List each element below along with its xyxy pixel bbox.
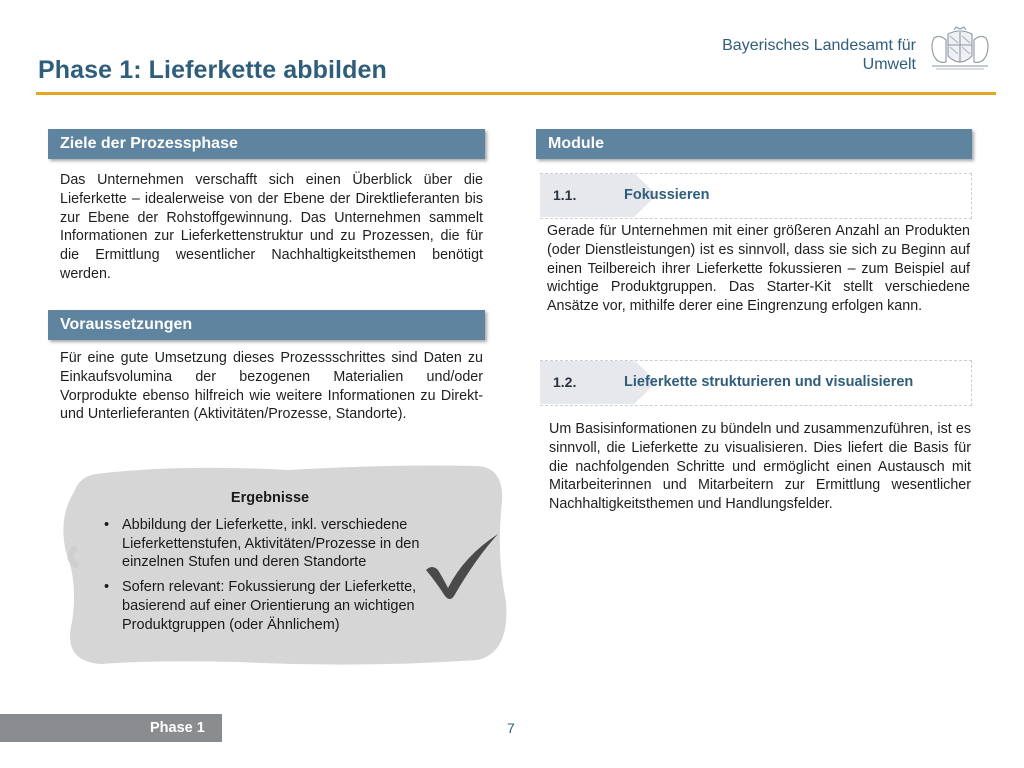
results-item-1: • Abbildung der Lieferkette, inkl. verschiedene Lieferkettenstufen, Aktivitäten/Prozesse in den einzelnen Stufen und deren Standorte (100, 516, 440, 572)
results-box (100, 489, 440, 641)
checkmark-icon (420, 530, 502, 602)
page-number: 7 (507, 720, 515, 736)
brand-name (722, 36, 916, 74)
module-1-text: Gerade für Unternehmen mit einer größeren Anzahl an Produkten (oder Dienstleistungen) ist es sinnvoll, dass sie sich zu Beginn auf einen Teilbereich ihrer Lieferkette fokussieren – zum Beispiel auf wichtige Produktgruppen. Das Starter-Kit stellt verschiedene Ansätze vor, mithilfe derer eine Eingrenzung erfolgen kann. (547, 223, 970, 315)
bavarian-crest-icon (924, 26, 996, 72)
results-heading: Ergebnisse (230, 490, 310, 506)
results-item-2: • Sofern relevant: Fokussierung der Lieferkette, basierend auf einer Orientierung an wichtigen Produktgruppen (oder Ähnlichem) (100, 578, 440, 634)
title-underline (36, 92, 996, 95)
brand-line-2: Umwelt (862, 56, 916, 73)
module-2-text: Um Basisinformationen zu bündeln und zusammenzuführen, ist es sinnvoll, die Lieferkette zu visualisieren. Dies liefert die Basis für die nachfolgenden Schritte und ermöglicht einen Austausch mit Mitarbeiterinnen und Mitarbeitern zur Ermittlung wesentlicher Nachhaltigkeitsthemen und Handlungsfelder. (549, 421, 971, 513)
ziele-heading: Ziele der Prozessphase (48, 129, 485, 159)
voraussetzungen-heading: Voraussetzungen (48, 310, 485, 340)
page-title: Phase 1: Lieferkette abbilden (38, 56, 387, 84)
module-1-title: Fokussieren (624, 187, 710, 203)
voraussetzungen-text: Für eine gute Umsetzung dieses Prozessschrittes sind Daten zu Einkaufsvolumina der bezogenen Materialien und/oder Vorprodukte ebenso hilfreich wie weitere Informationen zu Direkt- und Unterlieferanten (Aktivitäten/Prozesse, Standorte). (60, 350, 483, 423)
module-heading: Module (536, 129, 972, 159)
module-2-header (540, 360, 972, 406)
module-1-header (540, 173, 972, 219)
ziele-text: Das Unternehmen verschafft sich einen Überblick über die Lieferkette – idealerweise von der Ebene der Direktlieferanten bis zur Ebene der Rohstoffgewinnung. Das Unternehmen sammelt Informationen zur Lieferkettenstruktur und zu Prozessen, die für die Ermittlung wesentlicher Nachhaltigkeitsthemen benötigt werden. (60, 172, 483, 282)
module-1-number: 1.1. (540, 174, 635, 217)
module-2-number: 1.2. (540, 361, 635, 404)
footer-phase-label: Phase 1 (150, 720, 205, 736)
results-list (100, 516, 440, 635)
brand-line-1: Bayerisches Landesamt für (722, 37, 916, 54)
module-2-title: Lieferkette strukturieren und visualisieren (624, 374, 914, 390)
